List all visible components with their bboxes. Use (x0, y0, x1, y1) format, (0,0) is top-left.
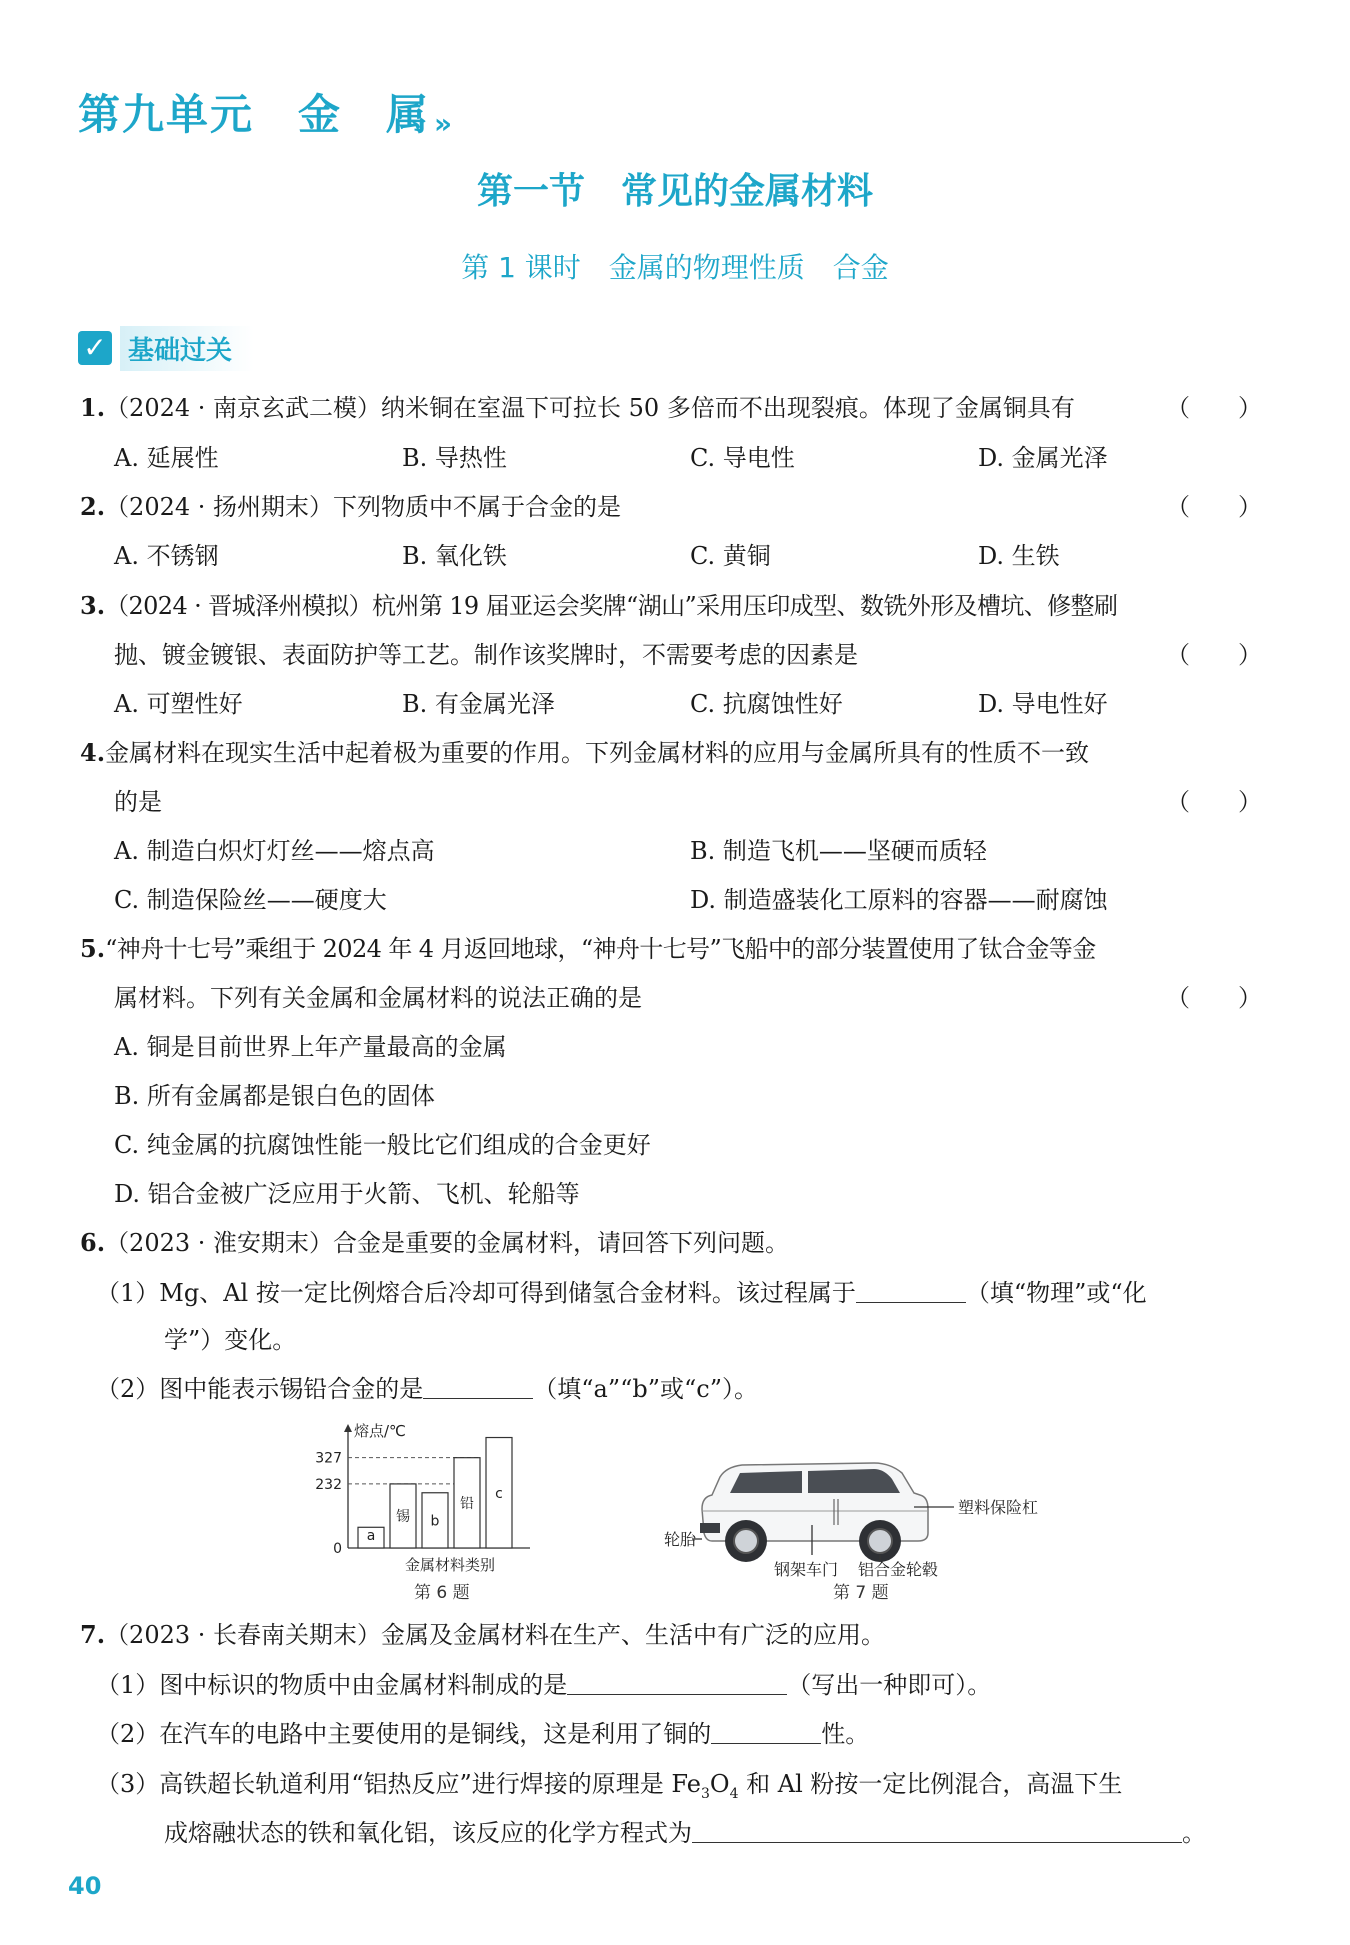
y-tick-label: 232 (315, 1476, 342, 1493)
label-door: 钢架车门 (774, 1560, 839, 1579)
option-b: B. 氧化铁 (402, 542, 507, 570)
x-axis-label: 金属材料类别 (404, 1556, 496, 1574)
question-1-stem: 1.（2024 · 南京玄武二模）纳米铜在室温下可拉长 50 多倍而不出现裂痕。体现了金属铜具有 （ ） (80, 388, 1270, 428)
label-bumper: 塑料保险杠 (958, 1498, 1039, 1517)
option-a: A. 制造白炽灯灯丝——熔点高 (114, 837, 435, 865)
page-number: 40 (68, 1872, 102, 1900)
option-d: D. 导电性好 (978, 690, 1108, 718)
option-d: D. 制造盛装化工原料的容器——耐腐蚀 (690, 886, 1108, 914)
answer-blank[interactable] (856, 1274, 966, 1303)
bar-label-3: b (430, 1513, 440, 1530)
section-tag-label: 基础过关 (120, 326, 254, 371)
answer-paren: （ ） (1166, 788, 1262, 816)
answer-paren: （ ） (1166, 493, 1262, 521)
question-4-stem: 4.金属材料在现实生活中起着极为重要的作用。下列金属材料的应用与金属所具有的性质不一致 (80, 738, 1090, 767)
question-7-sub-3: （3）高铁超长轨道利用“铝热反应”进行焊接的原理是 $Fe_3O_4$ 和 Al 粉按一定比例混合，高温下生 (96, 1770, 1123, 1802)
option-c: C. 抗腐蚀性好 (690, 690, 843, 718)
question-5-option-a: A. 铜是目前世界上年产量最高的金属 (114, 1033, 507, 1061)
question-4-stem-2: 的是 （ ） (80, 782, 1270, 822)
option-c: C. 制造保险丝——硬度大 (114, 886, 387, 914)
question-7-sub-3-cont: 成熔融状态的铁和氧化铝，该反应的化学方程式为 。 (80, 1813, 1270, 1853)
question-6-sub-1-cont: 学”）变化。 (164, 1326, 297, 1354)
option-b: B. 导热性 (402, 444, 507, 472)
option-c: C. 黄铜 (690, 542, 771, 570)
option-a: A. 可塑性好 (114, 690, 243, 718)
question-5-stem: 5.“神舟十七号”乘组于 2024 年 4 月返回地球，“神舟十七号”飞船中的部分装置使用了钛合金等金 (80, 934, 1096, 963)
answer-paren: （ ） (1166, 641, 1262, 669)
answer-blank[interactable] (423, 1370, 533, 1399)
question-6-sub-1: （1）Mg、Al 按一定比例熔合后冷却可得到储氢合金材料。该过程属于 （填“物理”或“化 (80, 1273, 1270, 1313)
question-6-sub-2: （2）图中能表示锡铅合金的是 （填“a”“b”或“c”）。 (80, 1369, 1270, 1409)
bar-label-1: a (366, 1528, 376, 1544)
section-title: 第一节 常见的金属材料 (476, 170, 873, 212)
question-5-option-d: D. 铝合金被广泛应用于火箭、飞机、轮船等 (114, 1180, 580, 1208)
bar-label-5: c (495, 1485, 503, 1502)
answer-blank[interactable] (711, 1715, 821, 1744)
question-6-stem: 6.（2023 · 淮安期末）合金是重要的金属材料，请回答下列问题。 (80, 1228, 790, 1257)
option-d: D. 生铁 (978, 542, 1060, 570)
lesson-title: 第 1 课时 金属的物理性质 合金 (461, 251, 889, 284)
melting-point-chart (300, 1418, 600, 1578)
unit-title: 第九单元 金 属 » (78, 90, 455, 140)
question-7-sub-2: （2）在汽车的电路中主要使用的是铜线，这是利用了铜的 性。 (80, 1714, 1270, 1754)
y-tick-label: 0 (333, 1541, 342, 1557)
car-window-front (730, 1471, 802, 1493)
bar-label-4: 铅 (460, 1495, 474, 1512)
question-7-stem: 7.（2023 · 长春南关期末）金属及金属材料在生产、生活中有广泛的应用。 (80, 1620, 886, 1649)
answer-blank[interactable] (692, 1814, 1182, 1843)
car-figure (652, 1443, 1082, 1583)
answer-paren: （ ） (1166, 394, 1262, 422)
question-7-sub-1: （1）图中标识的物质中由金属材料制成的是 （写出一种即可）。 (80, 1665, 1270, 1705)
label-wheel: 铝合金轮毂 (858, 1560, 939, 1579)
option-c: C. 导电性 (690, 444, 795, 472)
option-d: D. 金属光泽 (978, 444, 1108, 472)
y-tick-label: 327 (315, 1450, 342, 1467)
answer-blank[interactable] (567, 1666, 787, 1695)
figure-7-caption: 第 7 题 (833, 1583, 889, 1603)
figure-6-caption: 第 6 题 (414, 1583, 470, 1603)
option-b: B. 有金属光泽 (402, 690, 555, 718)
question-2-stem: 2.（2024 · 扬州期末）下列物质中不属于合金的是 （ ） (80, 487, 1270, 527)
label-tire: 轮胎 (664, 1530, 697, 1549)
section-tag (78, 328, 254, 368)
question-3-stem: 3.（2024 · 晋城泽州模拟）杭州第 19 届亚运会奖牌“湖山”采用压印成型、数铣外形及槽坑、修整刷 (80, 591, 1118, 620)
option-a: A. 不锈钢 (114, 542, 219, 570)
option-b: B. 制造飞机——坚硬而质轻 (690, 837, 987, 865)
car-bumper (700, 1523, 720, 1533)
checkbox-icon: ✓ (78, 331, 112, 365)
bar-label-2: 锡 (396, 1508, 410, 1525)
y-axis-arrow (344, 1424, 352, 1432)
question-3-stem-2: 抛、镀金镀银、表面防护等工艺。制作该奖牌时，不需要考虑的因素是 （ ） (80, 635, 1270, 675)
y-axis-label: 熔点/℃ (354, 1422, 406, 1440)
answer-paren: （ ） (1166, 984, 1262, 1012)
question-5-option-c: C. 纯金属的抗腐蚀性能一般比它们组成的合金更好 (114, 1131, 651, 1159)
option-a: A. 延展性 (114, 444, 219, 472)
question-5-stem-2: 属材料。下列有关金属和金属材料的说法正确的是 （ ） (80, 978, 1270, 1018)
chevron-icon: » (434, 107, 455, 140)
question-5-option-b: B. 所有金属都是银白色的固体 (114, 1082, 435, 1110)
